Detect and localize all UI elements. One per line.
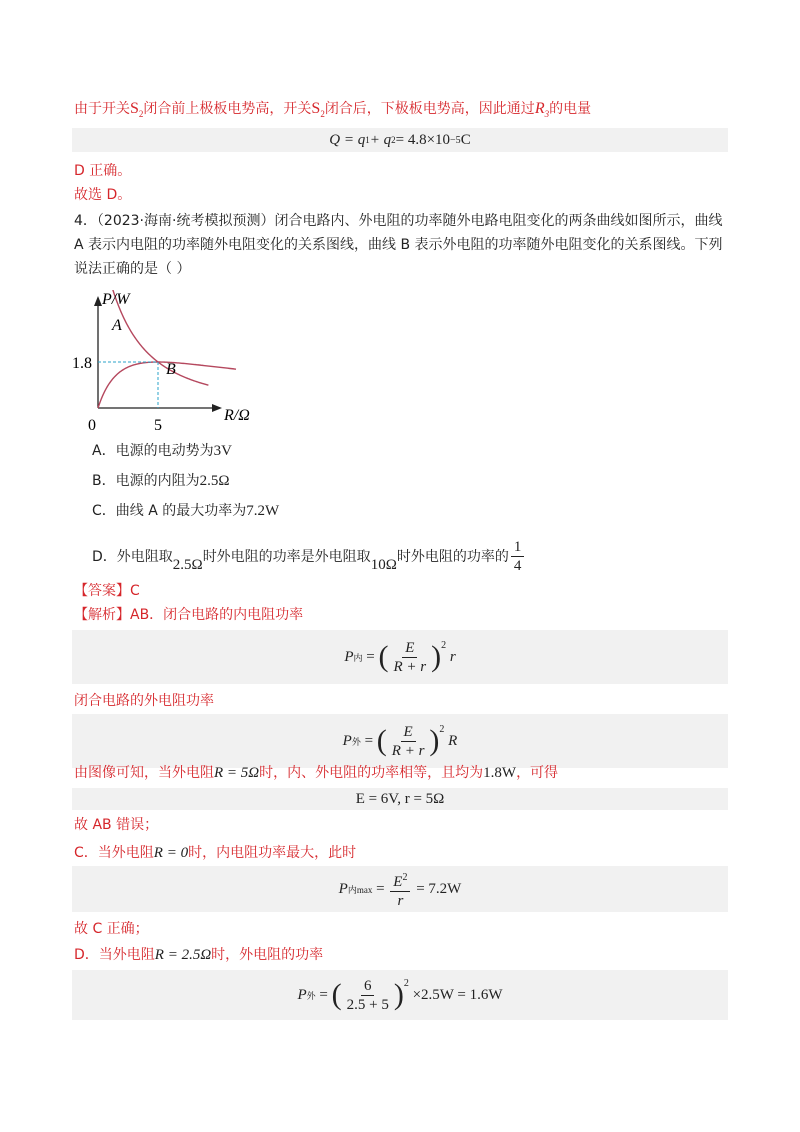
analysis-ab: 【解析】AB．闭合电路的内电阻功率 (74, 607, 304, 623)
question-line-3: 说法正确的是（ ） (74, 261, 191, 277)
ab-wrong-text: 故 AB 错误； (74, 817, 159, 833)
power-resistance-chart (66, 290, 266, 440)
option-d[interactable]: D．外电阻取 2.5Ω 时外电阻的功率是外电阻取 10Ω 时外电阻的功率的 $\frac{1}{4}$ (92, 538, 526, 575)
d-correct-text: D 正确。 (74, 163, 132, 179)
question-line-1: 4．（2023·海南·统考模拟预测）闭合电路内、外电阻的功率随外电路电阻变化的两条曲线如图所示，曲线 (74, 213, 723, 229)
c-correct-text: 故 C 正确； (74, 921, 149, 937)
fraction-one-quarter: $\frac{1}{4}$ (511, 538, 525, 575)
option-a[interactable]: A．电源的电动势为3V (92, 443, 232, 459)
origin-label: 0 (88, 417, 96, 434)
equation-external-power-value: P 外 = ( $\frac{6}{2.5 + 5}$ ) $^2$ ×2.5W = 1.6W (72, 970, 728, 1020)
answer-label: 【答案】C (74, 583, 140, 599)
choose-d-text: 故选 D。 (74, 187, 132, 203)
option-b[interactable]: B．电源的内阻为2.5Ω (92, 473, 230, 489)
c-explanation: C．当外电阻R = 0时，内电阻功率最大，此时 (74, 845, 357, 861)
charge-explanation: 由于开关$S_2$闭合前上极板电势高，开关$S_2$闭合后，下极板电势高，因此通过$R_3$的电量 (74, 100, 592, 120)
x-axis-label: R/Ω (224, 407, 250, 424)
y-axis-label: P/W (102, 291, 130, 308)
graph-explanation: 由图像可知，当外电阻R = 5Ω时，内、外电阻的功率相等，且均为1.8W，可得 (74, 765, 559, 781)
equation-e-r: E = 6V, r = 5Ω (72, 788, 728, 810)
x-axis-arrow (212, 404, 222, 412)
x-tick-label: 5 (154, 417, 162, 434)
curve-a-label: A (112, 317, 122, 334)
equation-external-power: P 外 = ( $\frac{E}{R + r}$ ) $^2$ R (72, 714, 728, 768)
resistor-r3: $R_3$ (534, 100, 550, 120)
d-explanation: D．当外电阻R = 2.5Ω时，外电阻的功率 (74, 947, 324, 963)
question-line-2: A 表示内电阻的功率随外电阻变化的关系图线，曲线 B 表示外电阻的功率随外电阻变化的关系图线。下列 (74, 237, 723, 253)
option-c[interactable]: C．曲线 A 的最大功率为7.2W (92, 503, 280, 519)
switch-s2: $S_2$ (130, 100, 144, 120)
equation-internal-power: P 内 = ( $\frac{E}{R + r}$ ) $^2$ r (72, 630, 728, 684)
equation-max-internal: P 内max = $\frac{E^2}{r}$ = 7.2W (72, 866, 728, 912)
curve-b-label: B (166, 361, 176, 378)
y-tick-label: 1.8 (72, 355, 92, 372)
equation-charge: Q = q 1 + q 2 = 4.8×10 −5 C (72, 128, 728, 152)
external-power-text: 闭合电路的外电阻功率 (74, 693, 214, 709)
y-axis-arrow (94, 296, 102, 306)
